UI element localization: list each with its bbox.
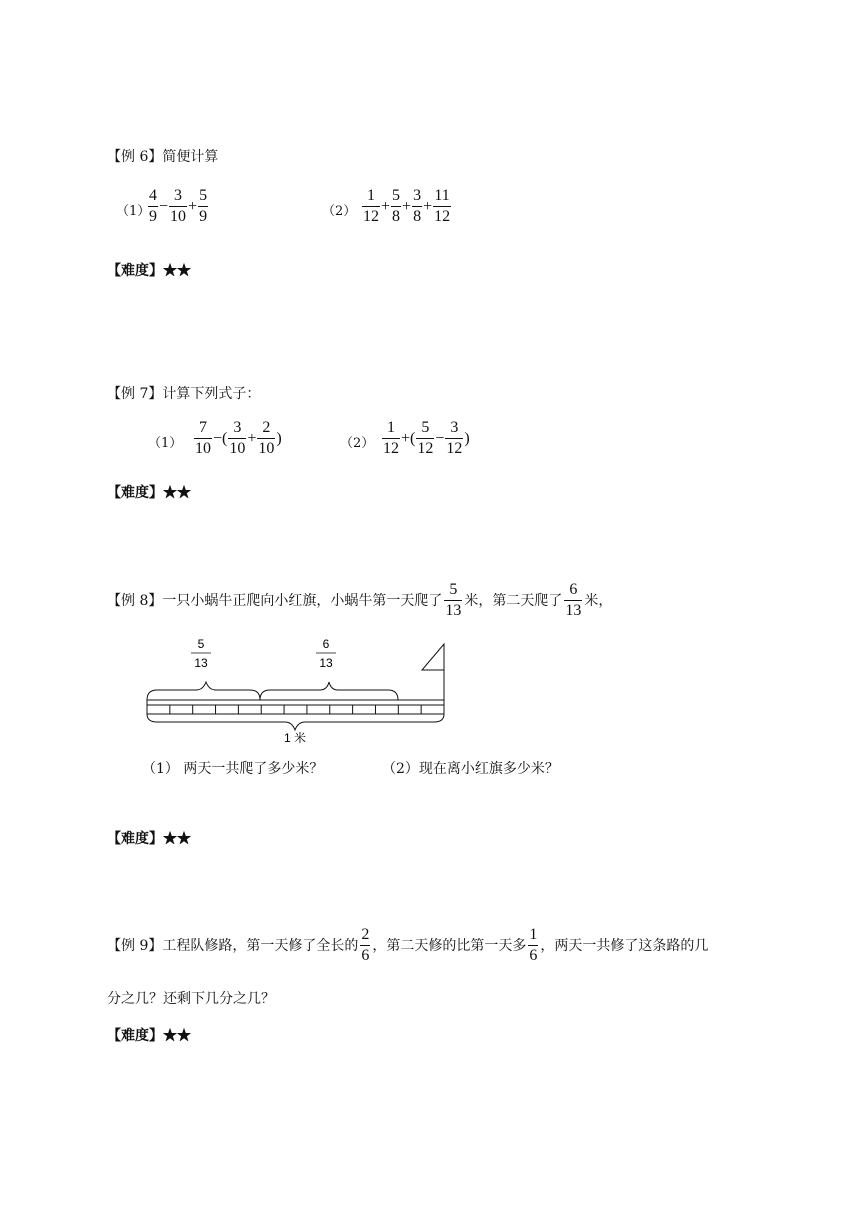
operator: − [159,197,169,215]
ex6-p1-expr [148,186,208,227]
ex8-brace-first [147,682,260,700]
ex9-line2: 分之几？还剩下几分之几？ [107,991,275,1007]
operator: + [402,197,412,215]
fraction: $\frac{1}{12}$ [363,187,379,225]
operator: + [381,197,391,215]
operator: + [188,197,198,215]
operator: ) [276,429,282,447]
ex8-label2-n: 6 [322,637,330,651]
ex8-q1: （1） 两天一共爬了多少米？ [142,761,324,777]
ex7-difficulty: 【难度】★★ [107,485,191,501]
ex8-label2-d: 13 [319,656,333,670]
ex9-text-b: ，第二天修的比第一天多 [372,937,527,954]
ex9-statement [107,925,708,966]
ex8-bar [147,700,444,714]
ex8-diagram [140,632,460,748]
ex8-q2: （2）现在离小红旗多少米？ [382,761,559,777]
fraction: $\frac{7}{10}$ [195,419,211,457]
ex9-text-c: ，两天一共修了这条路的几 [540,937,709,954]
ex7-title: 【例 7】计算下列式子： [107,386,261,402]
fraction: $\frac{3}{10}$ [229,419,246,457]
flag-icon [422,644,444,670]
operator: + [423,197,433,215]
ex8-difficulty: 【难度】★★ [107,831,191,847]
ex8-label1-d: 13 [194,656,208,670]
ex6-title: 【例 6】简便计算 [107,149,219,165]
ex8-text-b: 米，第二天爬了 [464,592,563,609]
ex8-text-c: 米， [584,592,613,609]
operator: + [247,429,257,447]
fraction: $\frac{4}{9}$ [149,187,157,225]
fraction: $\frac{5}{12}$ [417,419,434,457]
ex9-text-a: 【例 9】工程队修路，第一天修了全长的 [107,937,359,954]
fraction: $\frac{3}{12}$ [446,419,463,457]
fraction: $\frac{5}{8}$ [392,187,401,225]
ex6-difficulty: 【难度】★★ [107,263,191,279]
ex8-brace-second [260,682,398,700]
ex6-p2-expr [362,186,451,227]
ex7-p1-label: （1） [148,436,183,451]
operator: −( [213,429,228,447]
ex8-frac1: $\frac{5}{13}$ [445,581,462,619]
ex7-p2-expr [382,418,471,459]
ex7-p2-label: （2） [340,436,375,451]
operator: +( [401,429,416,447]
ex8-text-a: 【例 8】一只小蜗牛正爬向小红旗，小蜗牛第一天爬了 [107,592,443,609]
ex8-frac2: $\frac{6}{13}$ [565,581,582,619]
ex9-frac2: $\frac{1}{6}$ [529,926,538,964]
ex8-bottom-label: 1 米 [283,731,307,745]
fraction: $\frac{11}{12}$ [434,187,451,225]
fraction: $\frac{2}{10}$ [258,419,275,457]
fraction: $\frac{1}{12}$ [383,419,399,457]
ex6-p2-label: （2） [322,204,357,219]
ex9-difficulty: 【难度】★★ [107,1028,191,1044]
operator: − [435,429,445,447]
ex9-frac1: $\frac{2}{6}$ [361,926,370,964]
fraction: $\frac{5}{9}$ [199,187,208,225]
ex8-label1-n: 5 [197,637,205,651]
ex6-p1-label: （1） [116,204,151,219]
ex8-label1 [191,637,211,670]
operator: ) [464,429,470,447]
fraction: $\frac{3}{8}$ [413,187,422,225]
fraction: $\frac{3}{10}$ [170,187,187,225]
ex8-brace-bottom [147,714,444,730]
ex8-label2 [316,637,336,670]
ex8-statement [107,580,612,621]
ex7-p1-expr [194,418,283,459]
